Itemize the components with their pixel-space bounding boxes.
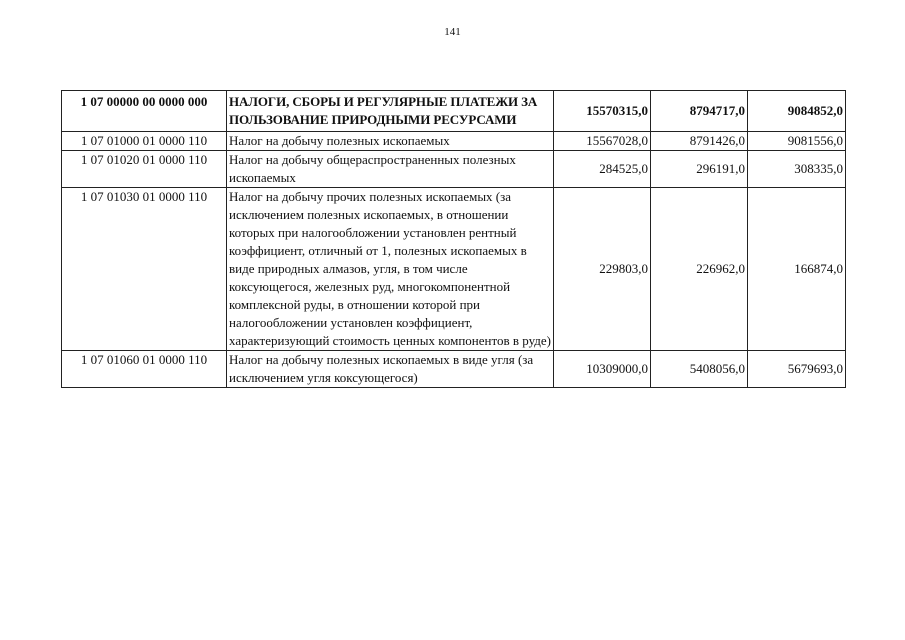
amount-col-1: 10309000,0 <box>554 351 651 388</box>
budget-code: 1 07 01060 01 0000 110 <box>62 351 227 388</box>
amount-col-1: 284525,0 <box>554 151 651 188</box>
amount-col-2: 296191,0 <box>651 151 748 188</box>
revenue-name: Налог на добычу общераспространенных полезных ископаемых <box>227 151 554 188</box>
revenue-name: НАЛОГИ, СБОРЫ И РЕГУЛЯРНЫЕ ПЛАТЕЖИ ЗА ПОЛЬЗОВАНИЕ ПРИРОДНЫМИ РЕСУРСАМИ <box>227 91 554 132</box>
page-number: 141 <box>444 26 461 38</box>
amount-col-2: 226962,0 <box>651 188 748 351</box>
table-row <box>62 188 846 351</box>
budget-code: 1 07 01000 01 0000 110 <box>62 132 227 151</box>
amount-col-3: 166874,0 <box>748 188 846 351</box>
revenue-name: Налог на добычу прочих полезных ископаемых (за исключением полезных ископаемых, в отношении которых при налогообложении установлен рентный коэффициент, отличный от 1, полезных ископаемых в виде природных алмазов, угля, в том числе коксующегося, железных руд, многокомпонентной комплексной руды, в отношении которой при налогообложении установлен коэффициент, характеризующий стоимость ценных компонентов в руде) <box>227 188 554 351</box>
amount-col-2: 8794717,0 <box>651 91 748 132</box>
table-row <box>62 151 846 188</box>
amount-col-2: 5408056,0 <box>651 351 748 388</box>
budget-code: 1 07 00000 00 0000 000 <box>62 91 227 132</box>
amount-col-3: 308335,0 <box>748 151 846 188</box>
table-row <box>62 351 846 388</box>
table-row-total <box>62 91 846 132</box>
budget-revenue-table <box>61 90 846 388</box>
amount-col-1: 229803,0 <box>554 188 651 351</box>
amount-col-3: 9081556,0 <box>748 132 846 151</box>
budget-code: 1 07 01030 01 0000 110 <box>62 188 227 351</box>
amount-col-3: 5679693,0 <box>748 351 846 388</box>
amount-col-2: 8791426,0 <box>651 132 748 151</box>
budget-code: 1 07 01020 01 0000 110 <box>62 151 227 188</box>
table-row <box>62 132 846 151</box>
amount-col-3: 9084852,0 <box>748 91 846 132</box>
revenue-name: Налог на добычу полезных ископаемых в виде угля (за исключением угля коксующегося) <box>227 351 554 388</box>
amount-col-1: 15567028,0 <box>554 132 651 151</box>
revenue-name: Налог на добычу полезных ископаемых <box>227 132 554 151</box>
amount-col-1: 15570315,0 <box>554 91 651 132</box>
